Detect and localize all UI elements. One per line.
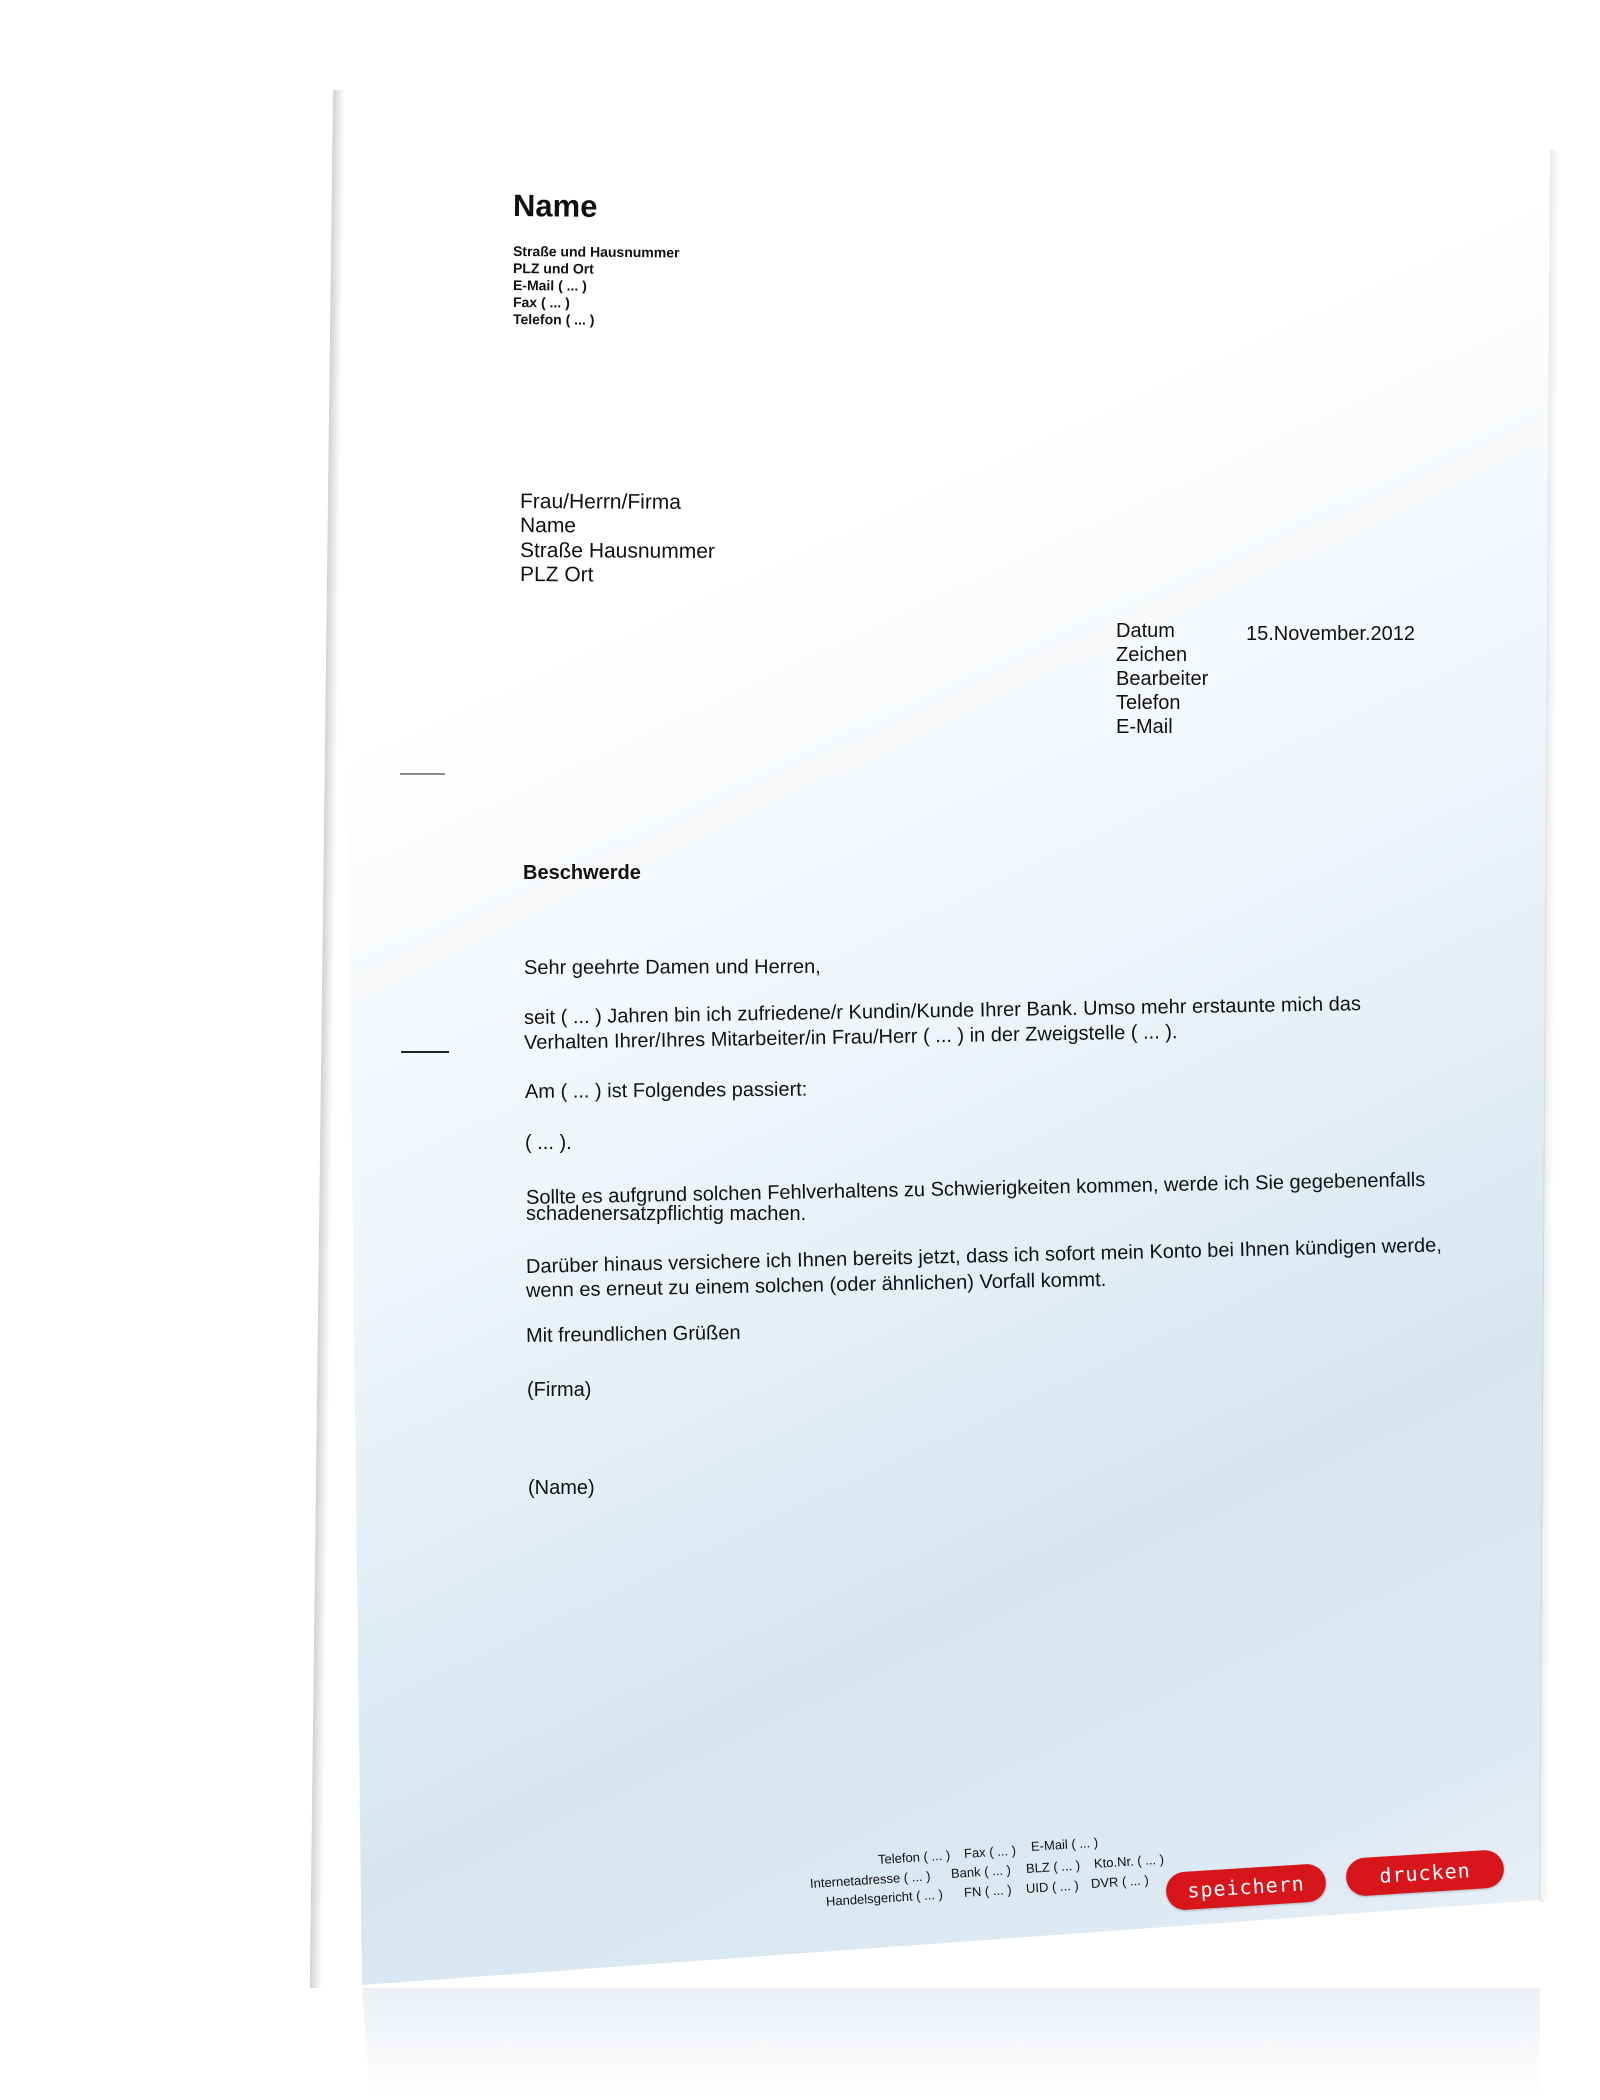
sender-street: Straße und Hausnummer	[512, 243, 680, 261]
letter-signature-name: (Name)	[528, 1477, 595, 1499]
save-button[interactable]: speichern	[1165, 1863, 1327, 1911]
footer-email: E-Mail ( ... )	[1030, 1834, 1099, 1854]
meta-label-date: Datum	[1116, 620, 1175, 642]
letter-closing: Mit freundlichen Grüßen	[525, 1322, 741, 1347]
recipient-salutation: Frau/Herrn/Firma	[519, 490, 682, 514]
footer-fax: Fax ( ... )	[963, 1842, 1017, 1861]
footer-account-number: Kto.Nr. ( ... )	[1093, 1851, 1165, 1871]
letter-subject: Beschwerde	[523, 862, 641, 884]
recipient-name: Name	[519, 514, 577, 538]
letter-paragraph-1-line-2: Verhalten Ihrer/Ihres Mitarbeiter/in Frau/Herr ( ... ) in der Zweigstelle ( ... ).	[523, 1021, 1178, 1054]
sender-email: E-Mail ( ... )	[512, 277, 587, 294]
sheet-reflection	[360, 1988, 1540, 2098]
footer-bank: Bank ( ... )	[950, 1862, 1012, 1881]
footer-vat-id: UID ( ... )	[1025, 1877, 1080, 1896]
letter-paragraph-2: Am ( ... ) ist Folgendes passiert:	[524, 1078, 808, 1103]
letter-paragraph-3: ( ... ).	[525, 1132, 572, 1154]
letter-paragraph-5-line-1: Darüber hinaus versichere ich Ihnen bereits jetzt, dass ich sofort mein Konto bei Ihnen kündigen werde,	[525, 1234, 1443, 1278]
meta-label-handler: Bearbeiter	[1116, 668, 1209, 690]
sender-fax: Fax ( ... )	[512, 294, 570, 311]
meta-label-email: E-Mail	[1116, 716, 1173, 738]
sender-phone: Telefon ( ... )	[512, 311, 595, 328]
print-button[interactable]: drucken	[1345, 1849, 1505, 1897]
sender-city: PLZ und Ort	[512, 260, 594, 277]
footer-bank-code: BLZ ( ... )	[1025, 1857, 1081, 1876]
footer-registry-number: FN ( ... )	[963, 1882, 1013, 1900]
letter-paragraph-4-line-2: schadenersatzpflichtig machen.	[526, 1203, 807, 1225]
footer-commercial-court: Handelsgericht ( ... )	[825, 1886, 944, 1909]
meta-date-value: 15.November.2012	[1246, 623, 1416, 645]
meta-label-reference: Zeichen	[1116, 644, 1188, 666]
footer-website: Internetadresse ( ... )	[809, 1868, 931, 1891]
sender-name: Name	[512, 188, 598, 224]
letter-paragraph-4-line-1: Sollte es aufgrund solchen Fehlverhaltens zu Schwierigkeiten kommen, werde ich Sie gegebenenfalls	[525, 1168, 1426, 1209]
recipient-street: Straße Hausnummer	[519, 539, 715, 564]
letter-paragraph-1-line-1: seit ( ... ) Jahren bin ich zufriedene/r Kundin/Kunde Ihrer Bank. Umso mehr erstaunte mich das	[523, 993, 1362, 1029]
recipient-city: PLZ Ort	[519, 563, 594, 587]
sheet-edge-shadow	[310, 90, 345, 1988]
letter-paragraph-5-line-2: wenn es erneut zu einem solchen (oder ähnlichen) Vorfall kommt.	[525, 1268, 1107, 1302]
letter-company: (Firma)	[527, 1379, 592, 1401]
footer-phone: Telefon ( ... )	[877, 1847, 951, 1867]
footer-dvr: DVR ( ... )	[1090, 1872, 1150, 1891]
fold-mark	[400, 773, 445, 775]
meta-label-phone: Telefon	[1116, 692, 1181, 714]
letter-salutation: Sehr geehrte Damen und Herren,	[523, 955, 821, 979]
punch-mark	[401, 1051, 449, 1053]
